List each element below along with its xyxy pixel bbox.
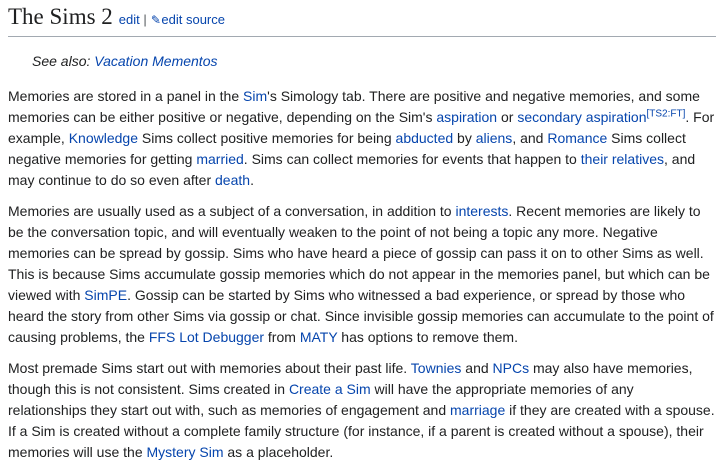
death-link[interactable]: death [215,172,251,188]
text: Sims collect positive memories for being [137,130,396,146]
secondary-aspiration-link[interactable]: secondary aspiration [517,109,647,125]
interests-link[interactable]: interests [455,203,509,219]
romance-link[interactable]: Romance [547,130,608,146]
vacation-mementos-link[interactable]: Vacation Mementos [94,53,218,69]
text: and [461,360,493,376]
text: Memories are usually used as a subject of a conversation, in addition to [8,203,456,219]
simpe-link[interactable]: SimPE [84,287,128,303]
paragraph-gossip [8,201,716,348]
edit-source-link[interactable] [150,12,225,27]
text: . Gossip can be started by Sims who witnessed a bad experience, or spread by those who heard the story from other Sims via gossip or chat. Since invisible gossip memories can accumulate to the point of causing problems, the [8,287,714,345]
married-link[interactable]: married [196,151,244,167]
edit-section-links [119,12,225,27]
text: . [250,172,254,188]
section-heading [8,0,716,37]
text: as a placeholder. [223,444,334,460]
text: Memories are stored in a panel in the [8,88,244,104]
npcs-link[interactable]: NPCs [492,360,530,376]
text: may also have memories, though this is not consistent. Sims created in [8,360,693,397]
sim-link[interactable]: Sim [243,88,268,104]
abducted-link[interactable]: abducted [395,130,454,146]
aliens-link[interactable]: aliens [475,130,513,146]
maty-link[interactable]: MATY [299,329,338,345]
text: has options to remove them. [337,329,518,345]
text: Most premade Sims start out with memories about their past life. [8,360,411,376]
section-title: The Sims 2 [8,4,113,29]
see-also-prefix: See also: [32,53,91,69]
reference-ts2ft[interactable]: [TS2:FT] [646,108,686,120]
mystery-sim-link[interactable]: Mystery Sim [146,444,224,460]
edit-source-label: edit source [161,12,225,27]
text: if they are created with a spouse. If a Sim is created without a complete family structure (for instance, if a parent is created without a spouse), their memories will use the [8,402,715,460]
text: . For example, [8,109,715,146]
text: 's Simology tab. There are positive and negative memories, and some memories can be either positive or negative, depending on the Sim's [8,88,700,125]
see-also-hatnote [32,51,716,72]
pencil-icon: ✎ [150,13,161,27]
knowledge-link[interactable]: Knowledge [68,130,138,146]
ffs-lot-debugger-link[interactable]: FFS Lot Debugger [148,329,265,345]
text: or [497,109,518,125]
edit-link[interactable]: edit [118,12,140,27]
aspiration-link[interactable]: aspiration [436,109,498,125]
paragraph-premade-sims [8,358,716,463]
edit-separator: | [143,12,147,27]
their-relatives-link[interactable]: their relatives [580,151,664,167]
paragraph-memories-panel [8,86,716,191]
text: , and [512,130,548,146]
text: , and may continue to do so even after [8,151,696,188]
create-a-sim-link[interactable]: Create a Sim [288,381,371,397]
townies-link[interactable]: Townies [410,360,462,376]
text: . Recent memories are likely to be the conversation topic, and will eventually weaken to the point of not being a topic any more. Negative memories can be spread by gossip. Sims who have heard a piece of gossip can pass it on to other Sims as well. This is because Sims accumulate gossip memories which do not appear in the memories panel, but which can be viewed with [8,203,710,303]
text: will have the appropriate memories of any relationships they start out with, such as memories of engagement and [8,381,634,418]
marriage-link[interactable]: marriage [450,402,506,418]
text: . Sims can collect memories for events that happen to [243,151,581,167]
text: Sims collect negative memories for getting [8,130,686,167]
text: from [264,329,300,345]
text: by [453,130,476,146]
